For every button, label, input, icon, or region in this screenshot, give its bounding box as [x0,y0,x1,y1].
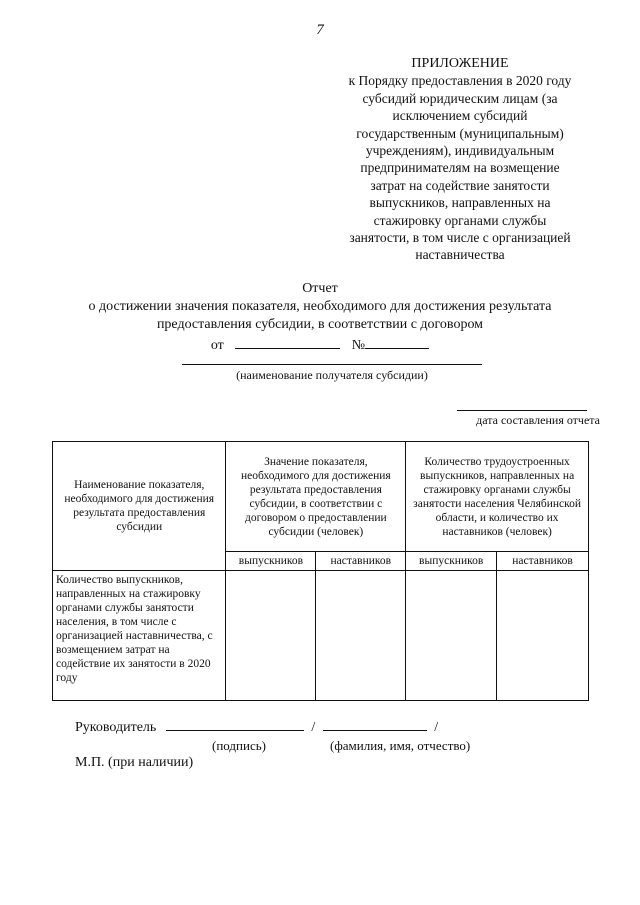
slash-separator: / [311,720,316,735]
col-employed-count-header: Количество трудоустроенных выпускников, направленных на стажировку органами службы занятости населения Челябинской области, и количество их наставников (человек) [406,442,589,552]
appendix-line: предпринимателям на возмещение [360,160,560,176]
report-date-field[interactable] [457,410,587,411]
recipient-name-field[interactable] [182,364,482,365]
page-number: 7 [316,22,324,38]
from-label: от [210,338,224,353]
full-name-caption: (фамилия, имя, отчество) [330,738,471,753]
report-subtitle-line: предоставления субсидии, в соответствии с договором [156,317,484,332]
appendix-line: стажировку органами службы [373,212,547,228]
report-title: Отчет [302,281,338,296]
appendix-block [332,55,588,264]
cell-target-mentors[interactable] [316,571,406,701]
table-header-row [53,442,589,552]
cell-target-graduates[interactable] [226,571,316,701]
recipient-caption: (наименование получателя субсидии) [236,368,428,382]
appendix-line: наставничества [415,247,505,263]
subheader-graduates: выпускников [226,552,316,571]
appendix-line: выпускников, направленных на [369,195,551,211]
report-subtitle-line: о достижении значения показателя, необходимого для достижения результата [88,299,552,314]
report-table [52,441,589,701]
appendix-line: государственным (муниципальным) [356,125,564,141]
subheader-mentors: наставников [316,552,406,571]
signature-row [75,716,438,736]
appendix-line: к Порядку предоставления в 2020 году [348,73,572,89]
subheader-mentors: наставников [497,552,589,571]
contract-number-field[interactable] [365,334,429,349]
report-title-block [0,280,640,334]
signature-caption: (подпись) [212,738,266,753]
contract-date-field[interactable] [235,334,340,349]
appendix-line: учреждениям), индивидуальным [365,143,555,159]
contract-date-number-row [0,334,640,354]
number-label: № [351,338,366,353]
table-row [53,571,589,701]
cell-employed-graduates[interactable] [406,571,497,701]
appendix-line: занятости, в том числе с организацией [349,230,571,246]
subheader-graduates: выпускников [406,552,497,571]
appendix-line: исключением субсидий [392,108,528,124]
seal-label: М.П. (при наличии) [75,755,194,770]
signature-field[interactable] [166,716,304,731]
appendix-heading: ПРИЛОЖЕНИЕ [411,56,509,71]
appendix-line: субсидий юридическим лицам (за [362,90,558,106]
slash-separator: / [434,720,439,735]
col-indicator-name-header: Наименование показателя, необходимого для достижения результата предоставления субсидии [53,442,226,571]
col-target-value-header: Значение показателя, необходимого для достижения результата предоставления субсидии, в соответствии с договором о предоставлении субсидии (человек) [226,442,406,552]
report-date-caption: дата составления отчета [476,413,600,427]
row-indicator-label: Количество выпускников, направленных на стажировку органами службы занятости населения, в том числе с организацией наставничества, с возмещением затрат на содействие их занятости в 2020 году [53,571,226,701]
full-name-field[interactable] [323,716,427,731]
head-label: Руководитель [75,720,157,735]
appendix-line: затрат на содействие занятости [370,177,550,193]
cell-employed-mentors[interactable] [497,571,589,701]
